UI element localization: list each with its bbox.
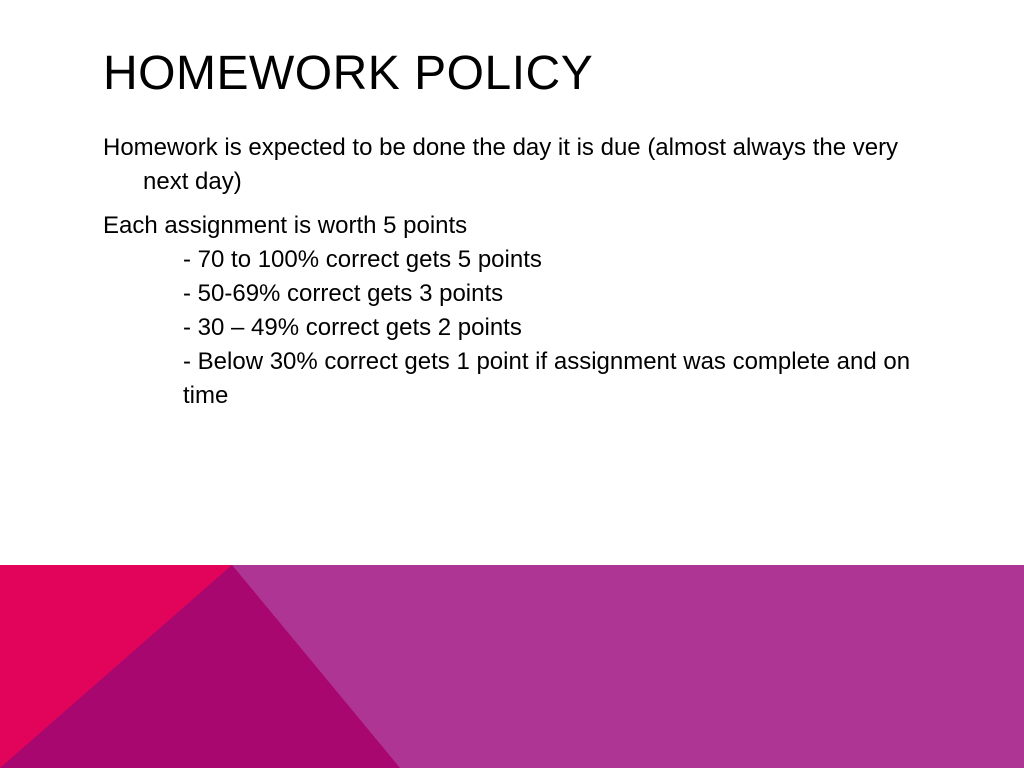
body-paragraph-points [103, 209, 933, 413]
points-rule-3: - 50-69% correct gets 3 points [183, 280, 504, 307]
points-heading: Each assignment is worth 5 points [103, 212, 468, 239]
body-paragraph-homework-due: Homework is expected to be done the day it is due (almost always the very next day) [103, 134, 899, 195]
points-rule-2: - 30 – 49% correct gets 2 points [183, 314, 522, 341]
points-rule-5: - 70 to 100% correct gets 5 points [183, 246, 542, 273]
slide-title: HOMEWORK POLICY [103, 47, 594, 100]
decorative-footer-band [0, 565, 1024, 768]
slide-body [103, 131, 933, 413]
points-rule-1: - Below 30% correct gets 1 point if assignment was complete and on time [183, 348, 911, 409]
